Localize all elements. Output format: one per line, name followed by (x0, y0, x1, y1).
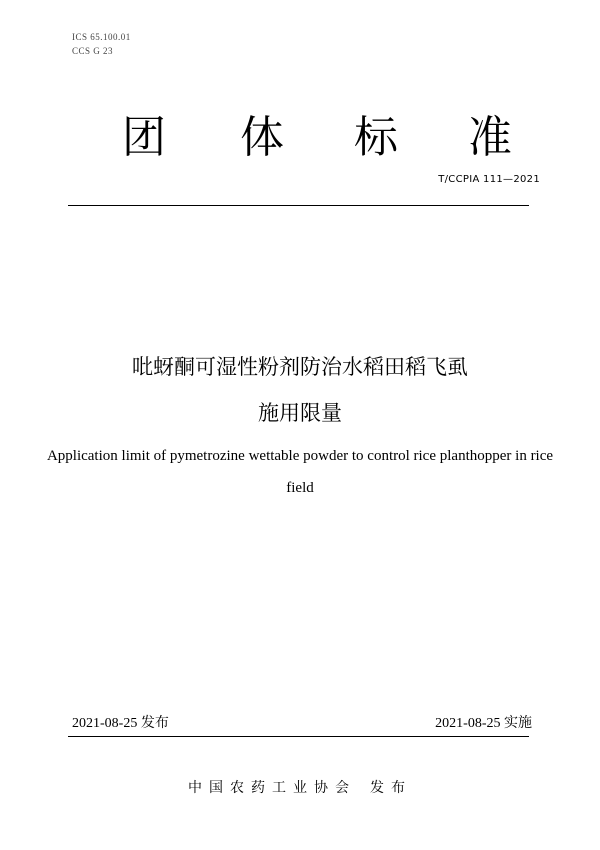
publisher-name: 中国农药工业协会 (188, 780, 356, 796)
english-title-line-1: Application limit of pymetrozine wettable powder to control rice planthopper in rice (46, 448, 554, 464)
top-divider (68, 205, 529, 206)
publisher-action: 发布 (370, 780, 412, 796)
bottom-divider (68, 736, 529, 737)
publisher-line (0, 778, 600, 798)
classification-codes (72, 30, 131, 58)
standard-number: T/CCPIA 111—2021 (438, 174, 540, 185)
english-title-line-2: field (286, 480, 314, 496)
title-char-4: 准 (468, 112, 512, 163)
title-char-1: 团 (122, 112, 166, 163)
title-char-2: 体 (240, 112, 284, 163)
ics-code: ICS 65.100.01 (72, 32, 131, 42)
issue-date: 2021-08-25 发布 (72, 716, 169, 731)
chinese-title-line-2: 施用限量 (258, 401, 342, 425)
title-char-3: 标 (354, 112, 398, 163)
implementation-date: 2021-08-25 实施 (435, 716, 532, 731)
ccs-code: CCS G 23 (72, 46, 114, 56)
chinese-title-line-1: 吡蚜酮可湿性粉剂防治水稻田稻飞虱 (132, 355, 468, 379)
document-type-title (0, 108, 600, 168)
